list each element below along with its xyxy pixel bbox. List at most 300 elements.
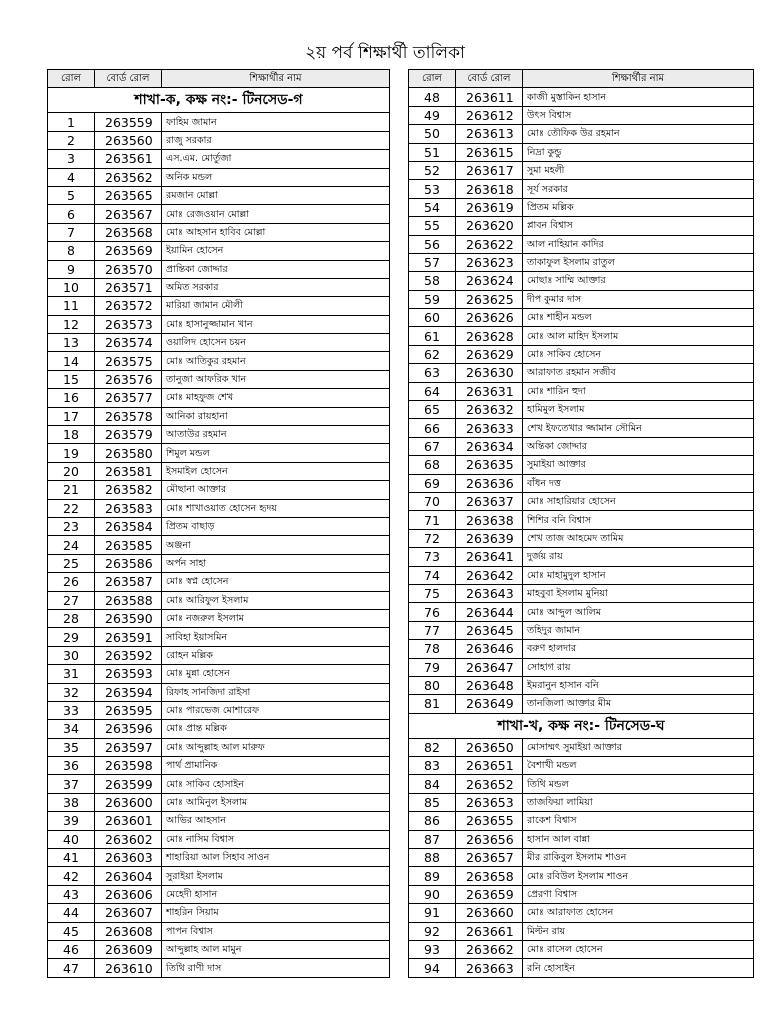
table-row <box>409 309 754 327</box>
student-name-cell: মোঃ রেজওয়ান মোল্লা <box>162 205 390 223</box>
table-row <box>409 603 754 621</box>
student-name-cell: মোঃ নাসিম বিশ্বাস <box>162 830 390 848</box>
roll-cell: 64 <box>409 382 456 400</box>
roll-cell: 68 <box>409 456 456 474</box>
roll-cell: 86 <box>409 812 456 830</box>
student-name-cell: মোঃ আরাফাত হোসেন <box>523 904 754 922</box>
roll-cell: 5 <box>48 186 95 204</box>
table-row <box>409 548 754 566</box>
student-name-cell: রাজু সরকার <box>162 131 390 149</box>
table-row <box>48 885 390 903</box>
board-roll-cell: 263613 <box>456 125 523 143</box>
roll-cell: 11 <box>48 297 95 315</box>
board-roll-cell: 263600 <box>95 793 162 811</box>
table-row <box>409 253 754 271</box>
roll-cell: 20 <box>48 462 95 480</box>
student-name-cell: বরুণ হালদার <box>523 640 754 658</box>
student-name-cell: পাপন বিশ্বাস <box>162 922 390 940</box>
student-name-cell: কাজী মুস্তাকিন হাসান <box>523 88 754 106</box>
table-row <box>409 125 754 143</box>
roll-cell: 61 <box>409 327 456 345</box>
roll-cell: 80 <box>409 676 456 694</box>
roll-cell: 21 <box>48 481 95 499</box>
table-row <box>409 290 754 308</box>
table-row <box>48 904 390 922</box>
table-row <box>409 88 754 106</box>
board-roll-cell: 263559 <box>95 113 162 131</box>
roll-cell: 1 <box>48 113 95 131</box>
board-roll-cell: 263657 <box>456 849 523 867</box>
table-row <box>409 940 754 958</box>
board-roll-cell: 263560 <box>95 131 162 149</box>
student-name-cell: রনি হোসাইন <box>523 959 754 977</box>
board-roll-cell: 263591 <box>95 628 162 646</box>
roll-cell: 85 <box>409 793 456 811</box>
student-name-cell: মোঃ রবিউল ইসলাম শাওন <box>523 867 754 885</box>
table-row <box>409 529 754 547</box>
student-name-cell: হামিমুল ইসলাম <box>523 401 754 419</box>
board-roll-cell: 263660 <box>456 904 523 922</box>
student-name-cell: দীপ কুমার দাস <box>523 290 754 308</box>
table-row <box>48 242 390 260</box>
table-row <box>48 646 390 664</box>
board-roll-cell: 263585 <box>95 536 162 554</box>
roll-cell: 10 <box>48 278 95 296</box>
roll-cell: 66 <box>409 419 456 437</box>
student-name-cell: মোঃ মাহফুজ শেখ <box>162 389 390 407</box>
roll-cell: 40 <box>48 830 95 848</box>
board-roll-cell: 263620 <box>456 217 523 235</box>
student-name-cell: ইয়ামিন হোসেন <box>162 242 390 260</box>
board-roll-cell: 263628 <box>456 327 523 345</box>
table-row <box>48 278 390 296</box>
board-roll-cell: 263607 <box>95 904 162 922</box>
board-roll-cell: 263644 <box>456 603 523 621</box>
roll-cell: 44 <box>48 904 95 922</box>
table-row <box>409 904 754 922</box>
table-row <box>409 922 754 940</box>
section-heading: শাখা-খ, কক্ষ নং:- টিনসেড-ঘ <box>409 713 754 738</box>
student-name-cell: মোঃ মুন্না হোসেন <box>162 665 390 683</box>
student-name-cell: শাহারিয়া আল সিহাব সাওন <box>162 849 390 867</box>
table-row <box>409 738 754 756</box>
table-row <box>48 407 390 425</box>
roll-cell: 18 <box>48 426 95 444</box>
roll-cell: 89 <box>409 867 456 885</box>
table-row <box>48 352 390 370</box>
student-name-cell: সোহাগ রায় <box>523 658 754 676</box>
student-name-cell: রমজান মোল্লা <box>162 186 390 204</box>
table-row <box>409 419 754 437</box>
table-row <box>409 161 754 179</box>
table-row <box>48 260 390 278</box>
board-roll-cell: 263639 <box>456 529 523 547</box>
board-roll-cell: 263647 <box>456 658 523 676</box>
roll-cell: 19 <box>48 444 95 462</box>
student-name-cell: তহিদুর জামান <box>523 621 754 639</box>
table-row <box>48 922 390 940</box>
board-roll-cell: 263652 <box>456 775 523 793</box>
roll-cell: 50 <box>409 125 456 143</box>
board-roll-cell: 263623 <box>456 253 523 271</box>
roll-cell: 48 <box>409 88 456 106</box>
student-rows <box>48 113 390 977</box>
roll-cell: 59 <box>409 290 456 308</box>
roll-cell: 7 <box>48 223 95 241</box>
student-name-cell: পার্থ প্রামানিক <box>162 757 390 775</box>
board-roll-cell: 263663 <box>456 959 523 977</box>
student-name-cell: রাকেশ বিশ্বাস <box>523 812 754 830</box>
board-roll-cell: 263561 <box>95 150 162 168</box>
table-row <box>48 609 390 627</box>
roll-cell: 31 <box>48 665 95 683</box>
roll-cell: 45 <box>48 922 95 940</box>
student-name-cell: আভির আহসান <box>162 812 390 830</box>
board-roll-cell: 263599 <box>95 775 162 793</box>
table-row <box>48 665 390 683</box>
table-row <box>409 217 754 235</box>
board-roll-cell: 263625 <box>456 290 523 308</box>
board-roll-cell: 263622 <box>456 235 523 253</box>
board-roll-cell: 263580 <box>95 444 162 462</box>
student-name-cell: মোঃ আরিফুল ইসলাম <box>162 591 390 609</box>
student-name-cell: প্রান্তিকা জোদ্দার <box>162 260 390 278</box>
table-row <box>48 849 390 867</box>
student-name-cell: সূর্য সরকার <box>523 180 754 198</box>
board-roll-cell: 263587 <box>95 573 162 591</box>
board-roll-cell: 263582 <box>95 481 162 499</box>
table-header-row <box>409 70 754 88</box>
board-roll-cell: 263650 <box>456 738 523 756</box>
student-name-cell: মোঃ তৌফিক উর রহমান <box>523 125 754 143</box>
board-roll-cell: 263646 <box>456 640 523 658</box>
roll-cell: 25 <box>48 554 95 572</box>
table-row <box>48 205 390 223</box>
roll-cell: 72 <box>409 529 456 547</box>
roll-cell: 57 <box>409 253 456 271</box>
board-roll-cell: 263617 <box>456 161 523 179</box>
roll-cell: 9 <box>48 260 95 278</box>
student-table-right <box>408 69 754 978</box>
student-name-cell: ইমরানুন হাসান বনি <box>523 676 754 694</box>
student-name-cell: প্লাবন বিশ্বাস <box>523 217 754 235</box>
table-row <box>48 426 390 444</box>
board-roll-cell: 263658 <box>456 867 523 885</box>
student-rows <box>409 738 754 977</box>
roll-cell: 35 <box>48 738 95 756</box>
roll-cell: 43 <box>48 885 95 903</box>
roll-cell: 17 <box>48 407 95 425</box>
roll-cell: 84 <box>409 775 456 793</box>
student-name-cell: শাহরিন সিয়াম <box>162 904 390 922</box>
roll-cell: 47 <box>48 959 95 977</box>
table-row <box>409 143 754 161</box>
board-roll-cell: 263577 <box>95 389 162 407</box>
board-roll-cell: 263612 <box>456 106 523 124</box>
student-name-cell: মোঃ সাকিব হোসেন <box>523 345 754 363</box>
roll-cell: 42 <box>48 867 95 885</box>
roll-cell: 94 <box>409 959 456 977</box>
column-header-board-roll: বোর্ড রোল <box>456 70 523 88</box>
student-name-cell: মোঃ আমিনুল ইসলাম <box>162 793 390 811</box>
table-row <box>409 885 754 903</box>
table-row <box>409 658 754 676</box>
student-name-cell: মোছাঃ সাম্মি আক্তার <box>523 272 754 290</box>
table-row <box>409 640 754 658</box>
roll-cell: 78 <box>409 640 456 658</box>
roll-cell: 65 <box>409 401 456 419</box>
roll-cell: 67 <box>409 437 456 455</box>
board-roll-cell: 263562 <box>95 168 162 186</box>
board-roll-cell: 263578 <box>95 407 162 425</box>
student-name-cell: সুমাইয়া আক্তার <box>523 456 754 474</box>
student-name-cell: বৈশাখী মন্ডল <box>523 757 754 775</box>
table-row <box>409 695 754 713</box>
roll-cell: 62 <box>409 345 456 363</box>
board-roll-cell: 263603 <box>95 849 162 867</box>
column-header-roll: রোল <box>409 70 456 88</box>
table-row <box>48 830 390 848</box>
roll-cell: 39 <box>48 812 95 830</box>
table-row <box>48 186 390 204</box>
student-table-left <box>47 69 390 978</box>
table-row <box>409 327 754 345</box>
board-roll-cell: 263631 <box>456 382 523 400</box>
table-row <box>48 370 390 388</box>
roll-cell: 33 <box>48 701 95 719</box>
roll-cell: 91 <box>409 904 456 922</box>
student-name-cell: মোঃ পারভেজ মোশারেফ <box>162 701 390 719</box>
table-row <box>409 437 754 455</box>
table-row <box>409 401 754 419</box>
student-name-cell: মোঃ শারিন হুদা <box>523 382 754 400</box>
table-row <box>48 315 390 333</box>
student-name-cell: শিমুল মন্ডল <box>162 444 390 462</box>
student-name-cell: তাকাফুল ইসলাম রাতুল <box>523 253 754 271</box>
board-roll-cell: 263641 <box>456 548 523 566</box>
student-name-cell: সাবিহা ইয়াসমিন <box>162 628 390 646</box>
board-roll-cell: 263593 <box>95 665 162 683</box>
student-name-cell: মোসাম্মৎ সুমাইয়া আক্তার <box>523 738 754 756</box>
student-name-cell: তানজিলা আক্তার মীম <box>523 695 754 713</box>
roll-cell: 23 <box>48 517 95 535</box>
roll-cell: 22 <box>48 499 95 517</box>
student-name-cell: অনিক মন্ডল <box>162 168 390 186</box>
student-name-cell: আব্দুল্লাহ আল মামুন <box>162 940 390 958</box>
board-roll-cell: 263637 <box>456 492 523 510</box>
board-roll-cell: 263656 <box>456 830 523 848</box>
student-name-cell: সুমা মহলী <box>523 161 754 179</box>
student-name-cell: শেখ তাজ আহমেদ তামিম <box>523 529 754 547</box>
board-roll-cell: 263655 <box>456 812 523 830</box>
board-roll-cell: 263638 <box>456 511 523 529</box>
table-row <box>48 389 390 407</box>
roll-cell: 74 <box>409 566 456 584</box>
roll-cell: 2 <box>48 131 95 149</box>
student-name-cell: এস.এম. মোর্তুজা <box>162 150 390 168</box>
student-name-cell: ওয়ালিদ হোসেন চয়ন <box>162 334 390 352</box>
table-row <box>48 628 390 646</box>
student-name-cell: তিথি মন্ডল <box>523 775 754 793</box>
table-row <box>48 223 390 241</box>
table-row <box>48 812 390 830</box>
table-row <box>409 830 754 848</box>
roll-cell: 69 <box>409 474 456 492</box>
board-roll-cell: 263572 <box>95 297 162 315</box>
student-name-cell: ফাহিম জামান <box>162 113 390 131</box>
table-row <box>48 738 390 756</box>
board-roll-cell: 263586 <box>95 554 162 572</box>
board-roll-cell: 263626 <box>456 309 523 327</box>
board-roll-cell: 263604 <box>95 867 162 885</box>
table-row <box>409 382 754 400</box>
roll-cell: 15 <box>48 370 95 388</box>
board-roll-cell: 263601 <box>95 812 162 830</box>
roll-cell: 55 <box>409 217 456 235</box>
section-heading: শাখা-ক, কক্ষ নং:- টিনসেড-গ <box>48 88 390 113</box>
board-roll-cell: 263575 <box>95 352 162 370</box>
roll-cell: 82 <box>409 738 456 756</box>
board-roll-cell: 263573 <box>95 315 162 333</box>
table-row <box>48 757 390 775</box>
board-roll-cell: 263635 <box>456 456 523 474</box>
student-name-cell: রোহন মল্লিক <box>162 646 390 664</box>
board-roll-cell: 263615 <box>456 143 523 161</box>
board-roll-cell: 263633 <box>456 419 523 437</box>
board-roll-cell: 263609 <box>95 940 162 958</box>
student-name-cell: মারিয়া জামান মৌলী <box>162 297 390 315</box>
board-roll-cell: 263581 <box>95 462 162 480</box>
table-row <box>48 683 390 701</box>
roll-cell: 36 <box>48 757 95 775</box>
roll-cell: 29 <box>48 628 95 646</box>
student-name-cell: মোঃ আব্দুল্লাহ আল মারুফ <box>162 738 390 756</box>
roll-cell: 79 <box>409 658 456 676</box>
student-rows <box>409 88 754 713</box>
student-name-cell: আল নাহিয়ান কাদির <box>523 235 754 253</box>
board-roll-cell: 263596 <box>95 720 162 738</box>
board-roll-cell: 263629 <box>456 345 523 363</box>
board-roll-cell: 263643 <box>456 584 523 602</box>
roll-cell: 41 <box>48 849 95 867</box>
board-roll-cell: 263571 <box>95 278 162 296</box>
student-name-cell: মোঃ শাখাওয়াত হোসেন হৃদয় <box>162 499 390 517</box>
student-name-cell: অমিত সরকার <box>162 278 390 296</box>
roll-cell: 90 <box>409 885 456 903</box>
table-row <box>48 573 390 591</box>
table-row <box>409 757 754 775</box>
board-roll-cell: 263649 <box>456 695 523 713</box>
board-roll-cell: 263565 <box>95 186 162 204</box>
board-roll-cell: 263634 <box>456 437 523 455</box>
student-name-cell: মোঃ আল মাহিদ ইসলাম <box>523 327 754 345</box>
student-name-cell: মোঃ শাহীন মন্ডল <box>523 309 754 327</box>
table-row <box>48 481 390 499</box>
table-row <box>409 198 754 216</box>
section-row <box>409 713 754 738</box>
table-row <box>409 959 754 977</box>
student-name-cell: মেহেদী হাসান <box>162 885 390 903</box>
board-roll-cell: 263610 <box>95 959 162 977</box>
table-row <box>409 492 754 510</box>
table-row <box>409 566 754 584</box>
board-roll-cell: 263636 <box>456 474 523 492</box>
table-row <box>409 867 754 885</box>
board-roll-cell: 263568 <box>95 223 162 241</box>
student-name-cell: উৎস বিশ্বাস <box>523 106 754 124</box>
table-row <box>409 584 754 602</box>
board-roll-cell: 263602 <box>95 830 162 848</box>
roll-cell: 38 <box>48 793 95 811</box>
student-name-cell: আরাফাত রহমান সজীব <box>523 364 754 382</box>
roll-cell: 71 <box>409 511 456 529</box>
roll-cell: 8 <box>48 242 95 260</box>
student-name-cell: মোঃ প্রান্ত মল্লিক <box>162 720 390 738</box>
student-name-cell: মোঃ আব্দুল আলিম <box>523 603 754 621</box>
roll-cell: 63 <box>409 364 456 382</box>
student-name-cell: তিথি রাণী দাস <box>162 959 390 977</box>
section-row <box>48 88 390 113</box>
student-name-cell: অর্পন সাহা <box>162 554 390 572</box>
table-row <box>48 517 390 535</box>
column-header-name: শিক্ষার্থীর নাম <box>162 70 390 88</box>
student-name-cell: অন্তিকা জোদ্দার <box>523 437 754 455</box>
roll-cell: 37 <box>48 775 95 793</box>
roll-cell: 16 <box>48 389 95 407</box>
board-roll-cell: 263611 <box>456 88 523 106</box>
roll-cell: 76 <box>409 603 456 621</box>
roll-cell: 14 <box>48 352 95 370</box>
table-row <box>409 345 754 363</box>
student-name-cell: প্রিতম বাছাড় <box>162 517 390 535</box>
board-roll-cell: 263595 <box>95 701 162 719</box>
table-row <box>409 364 754 382</box>
board-roll-cell: 263642 <box>456 566 523 584</box>
student-name-cell: রিফাহ সানজিদা রাইসা <box>162 683 390 701</box>
column-header-roll: রোল <box>48 70 95 88</box>
roll-cell: 30 <box>48 646 95 664</box>
student-name-cell: অঞ্জনা <box>162 536 390 554</box>
board-roll-cell: 263630 <box>456 364 523 382</box>
board-roll-cell: 263653 <box>456 793 523 811</box>
student-name-cell: হাসান আল বান্না <box>523 830 754 848</box>
board-roll-cell: 263584 <box>95 517 162 535</box>
roll-cell: 13 <box>48 334 95 352</box>
board-roll-cell: 263661 <box>456 922 523 940</box>
table-row <box>48 867 390 885</box>
student-name-cell: বাঁধন দত্ত <box>523 474 754 492</box>
roll-cell: 46 <box>48 940 95 958</box>
student-name-cell: মিল্টন রায় <box>523 922 754 940</box>
table-row <box>409 775 754 793</box>
student-name-cell: সুরাইয়া ইসলাম <box>162 867 390 885</box>
column-header-name: শিক্ষার্থীর নাম <box>523 70 754 88</box>
table-row <box>48 444 390 462</box>
student-name-cell: মোঃ সাহারিয়ার হোসেন <box>523 492 754 510</box>
student-name-cell: মৌছানা আক্তার <box>162 481 390 499</box>
board-roll-cell: 263659 <box>456 885 523 903</box>
roll-cell: 6 <box>48 205 95 223</box>
roll-cell: 52 <box>409 161 456 179</box>
board-roll-cell: 263608 <box>95 922 162 940</box>
table-row <box>48 591 390 609</box>
board-roll-cell: 263618 <box>456 180 523 198</box>
table-row <box>409 456 754 474</box>
table-row <box>48 499 390 517</box>
student-name-cell: তানুজা আফরিক খান <box>162 370 390 388</box>
roll-cell: 24 <box>48 536 95 554</box>
table-row <box>48 131 390 149</box>
